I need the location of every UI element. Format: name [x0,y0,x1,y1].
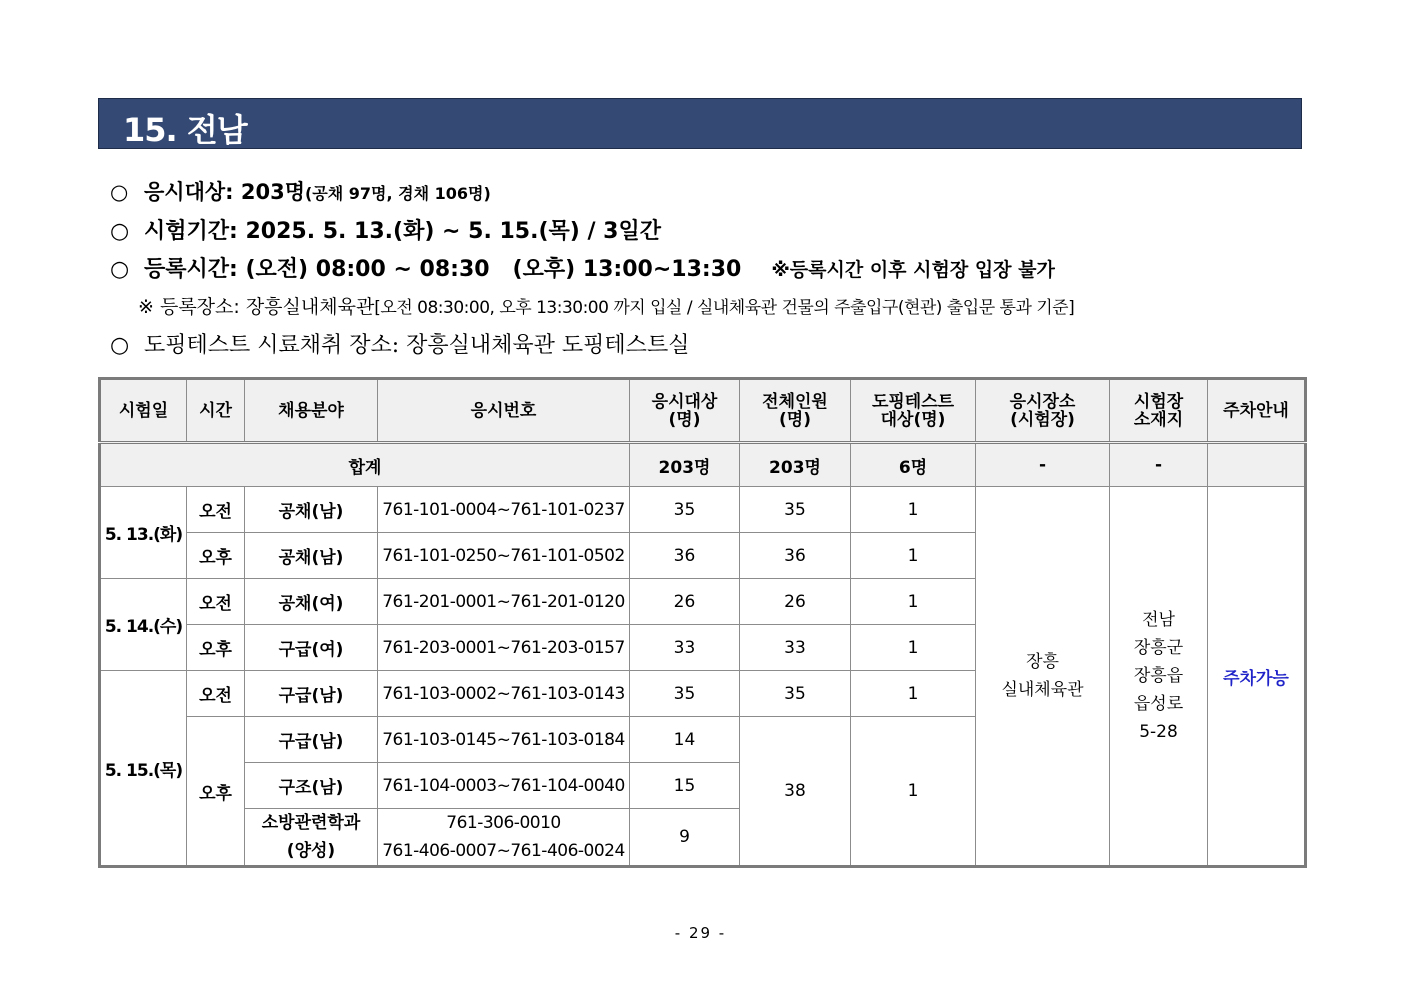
exam-field: 구급(남) [245,671,378,717]
doping-count: 1 [851,671,976,717]
total-people: 36 [740,533,851,579]
exam-place: 장흥 실내체육관 [976,487,1110,867]
exam-date: 5. 14.(수) [100,579,187,671]
info-registration: ○ 등록시간: (오전) 08:00 ~ 08:30 (오후) 13:00~13:30 ※등록시간 이후 시험장 입장 불가 [110,257,1055,282]
applicants: 14 [630,717,740,763]
exam-number: 761-104-0003~761-104-0040 [378,763,630,809]
total-label: 합계 [100,443,630,487]
applicants: 35 [630,671,740,717]
doping-count: 1 [851,717,976,867]
header-cell: 채용분야 [245,379,378,443]
info-target: ○ 응시대상: 203명(공채 97명, 경채 106명) [110,180,491,204]
exam-number: 761-101-0004~761-101-0237 [378,487,630,533]
info-period: ○ 시험기간: 2025. 5. 13.(화) ~ 5. 15.(목) / 3일간 [110,219,661,244]
header-cell: 시험일 [100,379,187,443]
applicants: 33 [630,625,740,671]
applicants: 26 [630,579,740,625]
exam-number: 761-201-0001~761-201-0120 [378,579,630,625]
exam-time: 오전 [187,487,245,533]
total-people: 33 [740,625,851,671]
exam-date: 5. 13.(화) [100,487,187,579]
exam-number: 761-306-0010 761-406-0007~761-406-0024 [378,809,630,867]
header-cell: 응시대상 (명) [630,379,740,443]
table-row [100,487,1306,533]
applicants: 35 [630,487,740,533]
applicants: 9 [630,809,740,867]
bullet-icon: ○ [110,180,129,204]
exam-time: 오후 [187,625,245,671]
section-title-bar [98,98,1302,149]
header-cell: 시험장 소재지 [1110,379,1208,443]
header-cell: 전체인원 (명) [740,379,851,443]
page-number: - 29 - [674,924,727,942]
registration-notice: ※등록시간 이후 시험장 입장 불가 [771,259,1055,281]
bullet-icon: ○ [110,333,130,358]
parking-info: 주차가능 [1208,487,1306,867]
header-cell: 응시장소 (시험장) [976,379,1110,443]
total-people: 38 [740,717,851,867]
total-place: - [976,443,1110,487]
header-cell: 주차안내 [1208,379,1306,443]
exam-number: 761-103-0002~761-103-0143 [378,671,630,717]
doping-count: 1 [851,487,976,533]
header-cell: 응시번호 [378,379,630,443]
total-people: 26 [740,579,851,625]
exam-address: 전남 장흥군 장흥읍 읍성로 5-28 [1110,487,1208,867]
header-cell: 도핑테스트 대상(명) [851,379,976,443]
total-row [100,443,1306,487]
exam-field: 소방관련학과 (양성) [245,809,378,867]
exam-field: 공채(여) [245,579,378,625]
exam-field: 공채(남) [245,533,378,579]
applicants: 15 [630,763,740,809]
bullet-icon: ○ [110,257,130,282]
exam-time: 오전 [187,671,245,717]
exam-field: 구급(여) [245,625,378,671]
exam-number: 761-203-0001~761-203-0157 [378,625,630,671]
bullet-icon: ○ [110,219,130,244]
doping-count: 1 [851,579,976,625]
total-people: 35 [740,671,851,717]
info-registration-place: ※ 등록장소: 장흥실내체육관[오전 08:30:00, 오후 13:30:00 까지 입실 / 실내체육관 건물의 주출입구(현관) 출입문 통과 기준] [138,296,1075,318]
exam-time: 오전 [187,579,245,625]
total-doping: 6명 [851,443,976,487]
exam-field: 공채(남) [245,487,378,533]
total-people: 203명 [740,443,851,487]
exam-field: 구급(남) [245,717,378,763]
info-doping-place: ○ 도핑테스트 시료채취 장소: 장흥실내체육관 도핑테스트실 [110,333,690,358]
total-people: 35 [740,487,851,533]
table-header-row [100,379,1306,443]
exam-field: 구조(남) [245,763,378,809]
exam-time: 오후 [187,717,245,867]
section-title: 15. 전남 [123,111,247,149]
header-cell: 시간 [187,379,245,443]
total-address: - [1110,443,1208,487]
total-parking [1208,443,1306,487]
exam-schedule-table [98,377,1307,868]
exam-number: 761-103-0145~761-103-0184 [378,717,630,763]
applicants: 36 [630,533,740,579]
doping-count: 1 [851,533,976,579]
exam-date: 5. 15.(목) [100,671,187,867]
exam-number: 761-101-0250~761-101-0502 [378,533,630,579]
total-applicants: 203명 [630,443,740,487]
exam-time: 오후 [187,533,245,579]
doping-count: 1 [851,625,976,671]
